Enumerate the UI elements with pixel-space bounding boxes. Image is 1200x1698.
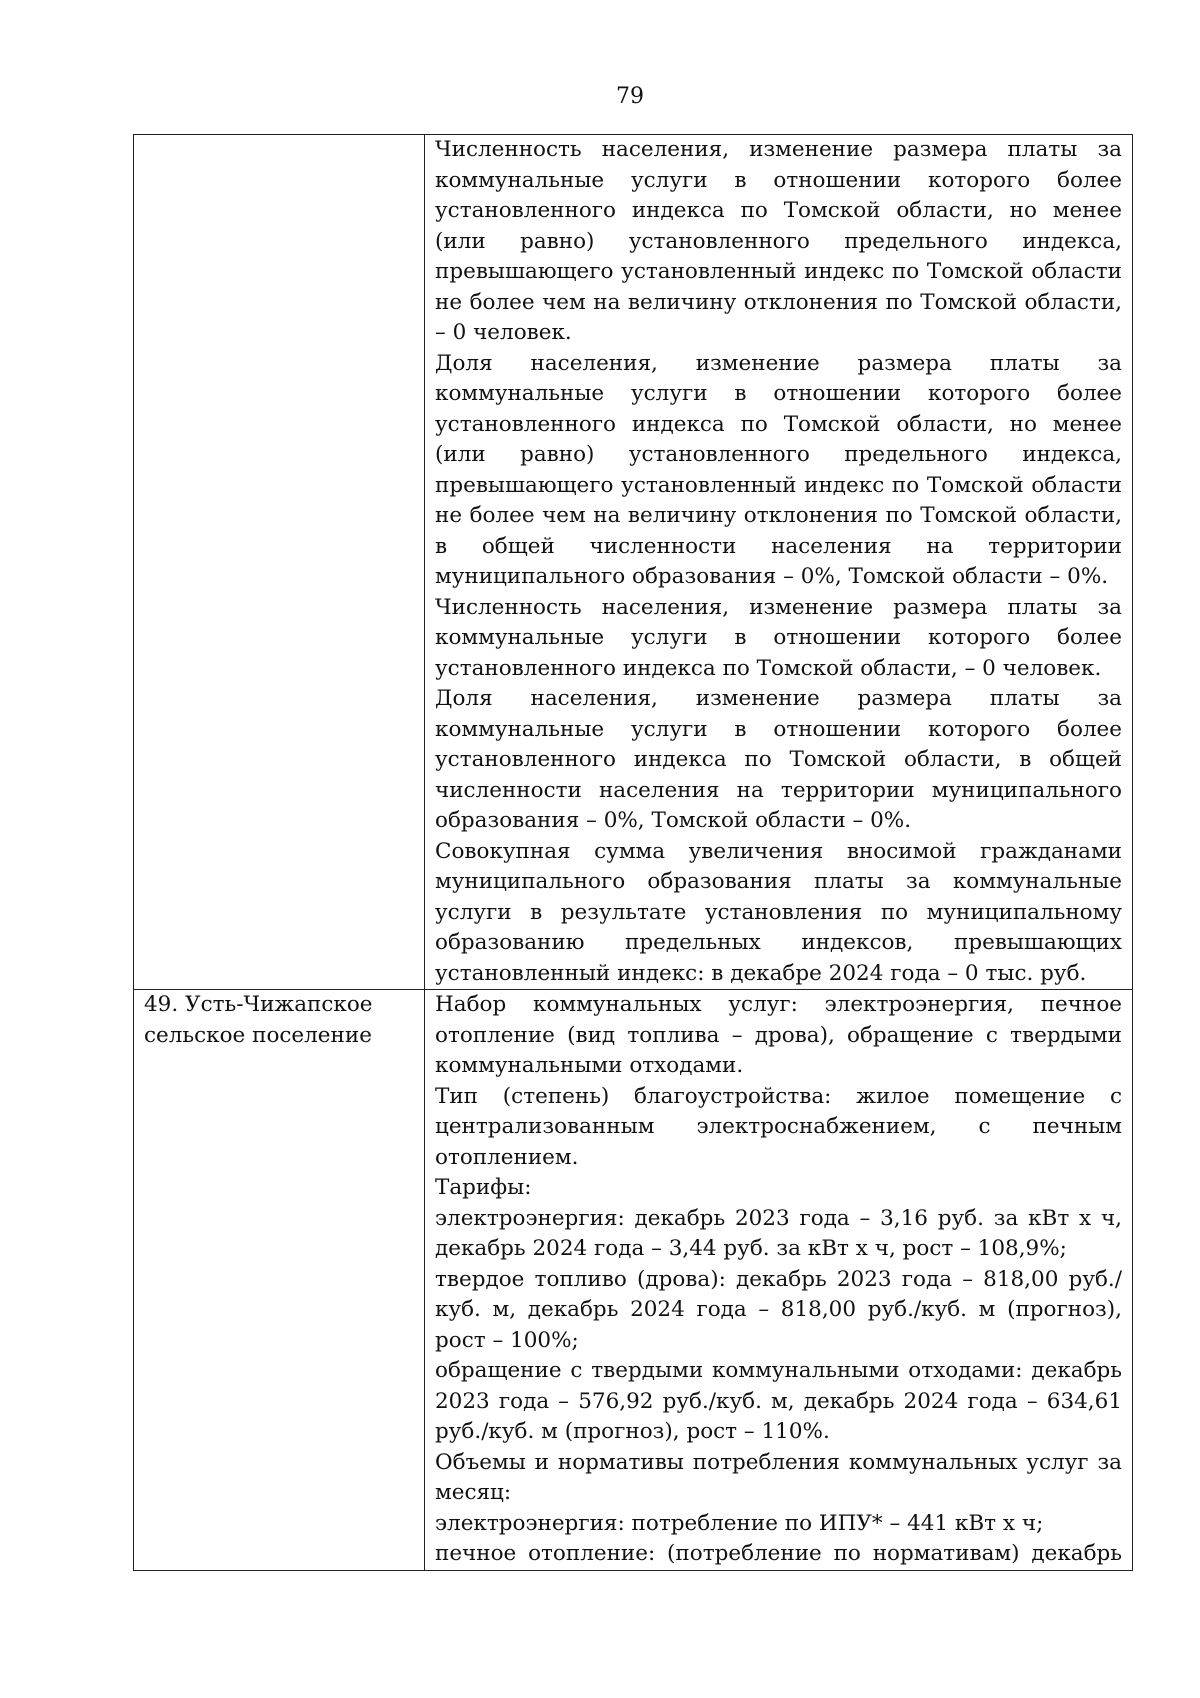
table-row: [134, 135, 1133, 990]
paragraph: Доля населения, изменение размера платы за коммунальные услуги в отношении которого более установленного индекса по Томской области, в общей численности населения на территории муниципального образования – 0%, Томской области – 0%.: [435, 686, 1122, 833]
paragraph: Численность населения, изменение размера платы за коммунальные услуги в отношении которого более установленного индекса по Томской области, но менее (или равно) установленного предельного индекса, превышающего установленный индекс по Томской области не более чем на величину отклонения по Томской области, – 0 человек.: [435, 137, 1122, 345]
paragraph: Тип (степень) благоустройства: жилое помещение с централизованным электроснабжением, с печным отоплением.: [435, 1083, 1122, 1170]
paragraph: Тарифы:: [435, 1175, 532, 1200]
paragraph: электроэнергия: потребление по ИПУ* – 441 кВт х ч;: [435, 1510, 1044, 1536]
description-cell: [425, 990, 1133, 1571]
description-cell: [425, 135, 1133, 990]
paragraph: Совокупная сумма увеличения вносимой гражданами муниципального образования платы за коммунальные услуги в результате установления по муниципальному образованию предельных индексов, превышающих установленный индекс: в декабре 2024 года – 0 тыс. руб.: [435, 838, 1122, 986]
municipality-cell: [134, 135, 425, 990]
paragraph: Доля населения, изменение размера платы за коммунальные услуги в отношении которого более установленного индекса по Томской области, но менее (или равно) установленного предельного индекса, превышающего установленный индекс по Томской области не более чем на величину отклонения по Томской области, в общей численности населения на территории муниципального образования – 0%, Томской области – 0%.: [435, 350, 1122, 589]
paragraph: Численность населения, изменение размера платы за коммунальные услуги в отношении которого более установленного индекса по Томской области, – 0 человек.: [435, 594, 1122, 681]
paragraph: Объемы и нормативы потребления коммунальных услуг за месяц:: [435, 1449, 1122, 1505]
municipality-name: 49. Усть-Чижапское сельское поселение: [144, 992, 373, 1048]
paragraph: твердое топливо (дрова): декабрь 2023 года – 818,00 руб./куб. м, декабрь 2024 года – 818,00 руб./куб. м (прогноз), рост – 100%;: [435, 1266, 1122, 1353]
page-number: 79: [616, 84, 644, 109]
municipality-cell: [134, 990, 425, 1571]
paragraph: обращение с твердыми коммунальными отходами: декабрь 2023 года – 576,92 руб./куб. м, декабрь 2024 года – 634,61 руб./куб. м (прогноз), рост – 110%.: [435, 1358, 1122, 1444]
document-table: [133, 134, 1133, 1571]
paragraph: Набор коммунальных услуг: электроэнергия, печное отопление (вид топлива – дрова), обращение с твердыми коммунальными отходами.: [435, 992, 1122, 1078]
paragraph: печное отопление: (потребление по нормативам) декабрь: [435, 1541, 1122, 1566]
table-row: [134, 990, 1133, 1571]
paragraph: электроэнергия: декабрь 2023 года – 3,16 руб. за кВт х ч, декабрь 2024 года – 3,44 руб. за кВт х ч, рост – 108,9%;: [435, 1205, 1122, 1261]
